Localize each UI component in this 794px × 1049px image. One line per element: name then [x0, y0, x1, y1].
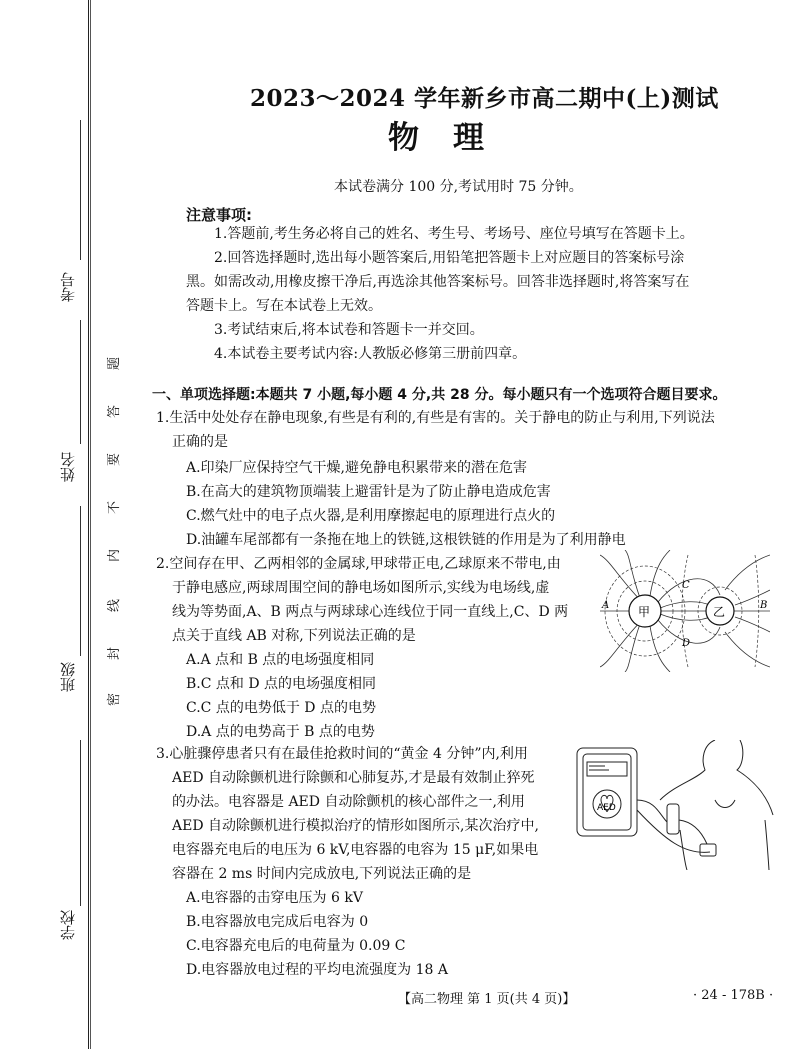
q2-option-a: A.A 点和 B 点的电场强度相同 [186, 652, 375, 668]
q2-option-c: C.C 点的电势低于 D 点的电势 [186, 700, 376, 716]
q2-stem-4: 点关于直线 AB 对称,下列说法正确的是 [172, 628, 416, 644]
q3-stem-4: AED 自动除颤机进行模拟治疗的情形如图所示,某次治疗中, [172, 818, 539, 834]
q1-option-c: C.燃气灶中的电子点火器,是利用摩擦起电的原理进行点火的 [186, 508, 556, 524]
exam-no-blank [80, 120, 81, 260]
school-blank [80, 740, 81, 906]
q2-stem-1: 2.空间存在甲、乙两相邻的金属球,甲球带正电,乙球原来不带电,由 [156, 556, 561, 572]
q1-option-d: D.油罐车尾部都有一条拖在地上的铁链,这根铁链的作用是为了利用静电 [186, 532, 626, 548]
exam-title: 2023～2024 学年新乡市高二期中(上)测试 [250, 85, 719, 112]
notice-item-1: 1.答题前,考生务必将自己的姓名、考生号、考场号、座位号填写在答题卡上。 [214, 226, 694, 242]
electric-field-figure [600, 550, 770, 672]
q3-stem-5: 电容器充电后的电压为 6 kV,电容器的电容为 15 μF,如果电 [172, 842, 539, 858]
point-a-label: A [602, 600, 610, 611]
class-label: 班级 [59, 662, 77, 692]
section-heading: 一、单项选择题:本题共 7 小题,每小题 4 分,共 28 分。每小题只有一个选项符合题目要求。 [152, 387, 727, 403]
page-footer: 【高二物理 第 1 页(共 4 页)】 [398, 992, 576, 1007]
q2-stem-2: 于静电感应,两球周围空间的静电场如图所示,实线为电场线,虚 [172, 580, 550, 596]
aed-label: AED [597, 803, 616, 813]
q2-stem-3: 线为等势面,A、B 两点与两球球心连线位于同一直线上,C、D 两 [172, 604, 569, 620]
notice-item-2: 2.回答选择题时,选出每小题答案后,用铅笔把答题卡上对应题目的答案标号涂 [214, 250, 685, 266]
name-label: 姓名 [59, 452, 77, 482]
point-d-label: D [682, 638, 691, 649]
q3-option-c: C.电容器充电后的电荷量为 0.09 C [186, 938, 406, 954]
binding-line [88, 0, 89, 1049]
notice-title: 注意事项: [186, 206, 252, 224]
q3-option-d: D.电容器放电过程的平均电流强度为 18 A [186, 962, 449, 978]
q1-option-a: A.印染厂应保持空气干燥,避免静电积累带来的潜在危害 [186, 460, 528, 476]
q3-stem-2: AED 自动除颤机进行除颤和心肺复苏,才是最有效制止猝死 [172, 770, 535, 786]
point-b-label: B [760, 600, 768, 611]
name-blank [80, 320, 81, 444]
q2-option-d: D.A 点的电势高于 B 点的电势 [186, 724, 375, 740]
notice-item-2b: 黑。如需改动,用橡皮擦干净后,再选涂其他答案标号。回答非选择题时,将答案写在 [186, 274, 690, 290]
exam-meta: 本试卷满分 100 分,考试用时 75 分钟。 [334, 179, 583, 195]
ball-yi-label: 乙 [713, 605, 726, 619]
binding-line-inner [90, 0, 91, 1049]
q3-option-a: A.电容器的击穿电压为 6 kV [186, 890, 363, 906]
notice-item-4: 4.本试卷主要考试内容:人教版必修第三册前四章。 [214, 346, 527, 362]
class-blank [80, 506, 81, 656]
q3-stem-1: 3.心脏骤停患者只有在最佳抢救时间的“黄金 4 分钟”内,利用 [156, 746, 528, 762]
paper-code: · 24 - 178B · [693, 988, 774, 1003]
subject-title: 物理 [388, 120, 518, 156]
q3-stem-6: 容器在 2 ms 时间内完成放电,下列说法正确的是 [172, 866, 472, 882]
q2-option-b: B.C 点和 D 点的电场强度相同 [186, 676, 377, 692]
point-c-label: C [682, 580, 690, 591]
ball-jia-label: 甲 [638, 605, 651, 619]
notice-item-2c: 答题卡上。写在本试卷上无效。 [186, 298, 382, 314]
q3-option-b: B.电容器放电完成后电容为 0 [186, 914, 369, 930]
q1-stem-1: 1.生活中处处存在静电现象,有些是有利的,有些是有害的。关于静电的防止与利用,下列说法 [156, 410, 715, 426]
notice-item-3: 3.考试结束后,将本试卷和答题卡一并交回。 [214, 322, 484, 338]
q1-stem-2: 正确的是 [172, 434, 228, 450]
aed-figure [575, 740, 775, 870]
school-label: 学校 [59, 910, 77, 940]
exam-no-label: 考号 [59, 272, 77, 302]
q3-stem-3: 的办法。电容器是 AED 自动除颤机的核心部件之一,利用 [172, 794, 525, 810]
q1-option-b: B.在高大的建筑物顶端装上避雷针是为了防止静电造成危害 [186, 484, 551, 500]
